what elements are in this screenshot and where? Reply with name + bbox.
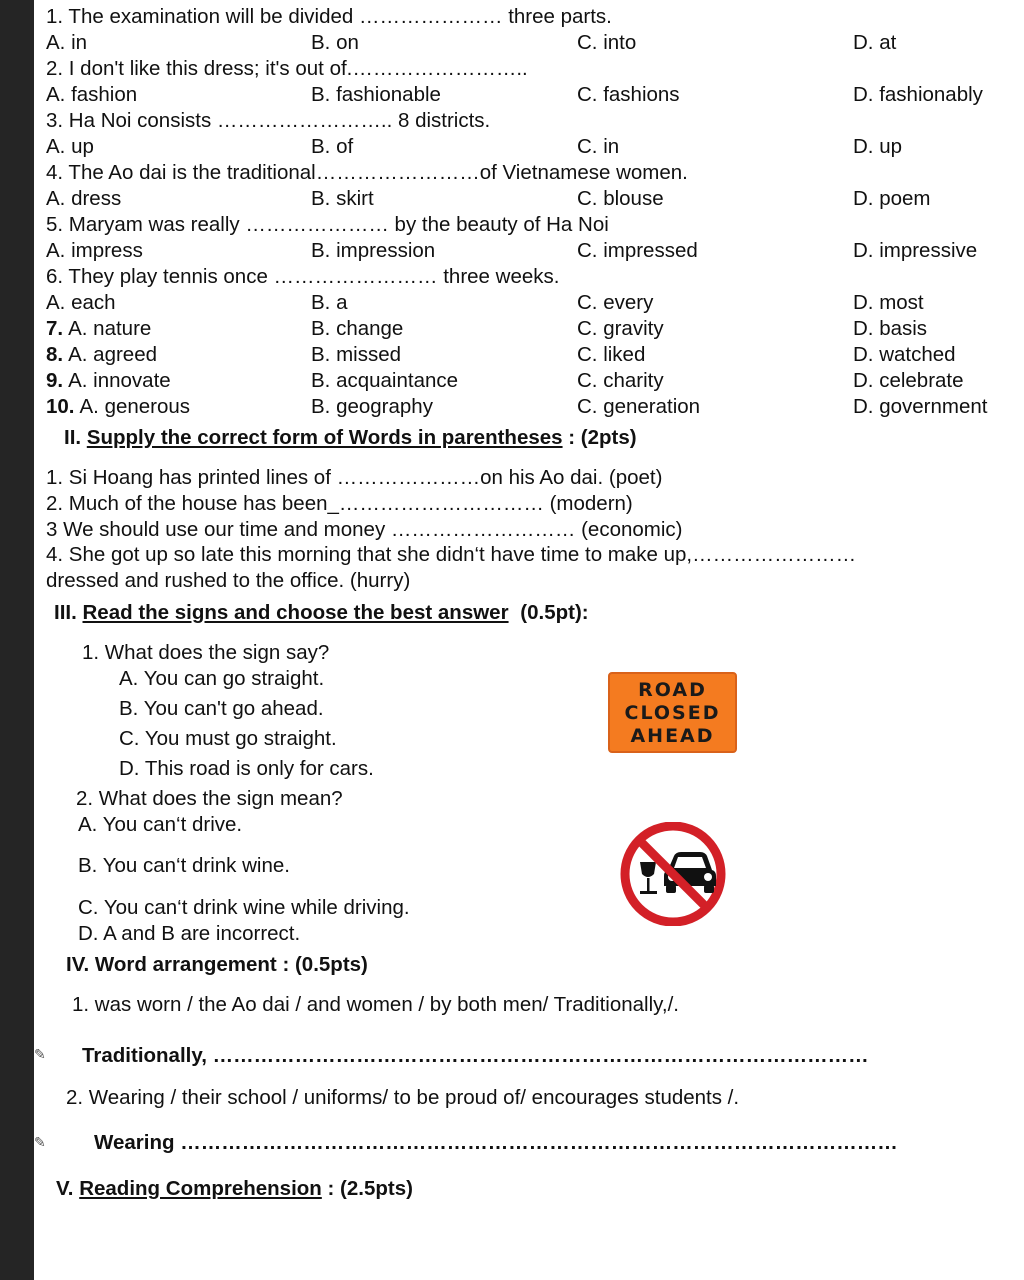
s3-q1-option-d: D. This road is only for cars.	[119, 757, 374, 780]
pronunciation-9-option-d: D. celebrate	[853, 369, 964, 392]
question-5-option-c: C. impressed	[577, 239, 698, 262]
s3-q1-option-b: B. You can't go ahead.	[119, 697, 324, 720]
question-1-option-c: C. into	[577, 31, 637, 54]
question-2-option-b: B. fashionable	[311, 83, 441, 106]
s2-item-4-cont: dressed and rushed to the office. (hurry)	[46, 569, 411, 592]
s3-question-2: 2. What does the sign mean?	[76, 787, 343, 810]
s4-question-1: 1. was worn / the Ao dai / and women / by both men/ Traditionally,/.	[72, 993, 679, 1016]
question-6-option-a: A. each	[46, 291, 116, 314]
pronunciation-10-option-b: B. geography	[311, 395, 433, 418]
s4-answer-line-2[interactable]: Wearing ……………………………………………………………………………………………	[94, 1131, 898, 1154]
road-closed-sign	[608, 672, 737, 753]
pronunciation-8-option-b: B. missed	[311, 343, 401, 366]
s4-answer-line-1[interactable]: Traditionally, ……………………………………………………………………………………	[82, 1044, 869, 1067]
question-2-option-c: C. fashions	[577, 83, 680, 106]
sign-line-ahead: AHEAD	[630, 725, 715, 747]
left-margin-bar	[0, 0, 34, 1280]
question-4-option-a: A. dress	[46, 187, 122, 210]
pronunciation-9-option-b: B. acquaintance	[311, 369, 459, 392]
question-3-option-c: C. in	[577, 135, 620, 158]
question-1-stem: 1. The examination will be divided ………………… three parts.	[46, 5, 612, 28]
question-4-option-b: B. skirt	[311, 187, 374, 210]
s3-q2-option-b: B. You can‘t drink wine.	[78, 854, 290, 877]
question-2-option-d: D. fashionably	[853, 83, 983, 106]
s2-item-3: 3 We should use our time and money ……………………… (economic)	[46, 518, 683, 541]
section-2-heading: II. Supply the correct form of Words in parentheses : (2pts)	[64, 426, 637, 449]
pronunciation-row	[46, 317, 151, 341]
question-4-option-d: D. poem	[853, 187, 931, 210]
question-5-option-a: A. impress	[46, 239, 143, 262]
pronunciation-10-option-c: C. generation	[577, 395, 701, 418]
s3-q2-option-d: D. A and B are incorrect.	[78, 922, 301, 945]
pronunciation-option-a: A. innovate	[68, 369, 171, 392]
sign-line-closed: CLOSED	[624, 702, 721, 724]
pronunciation-row	[46, 369, 171, 393]
pronunciation-7-option-b: B. change	[311, 317, 404, 340]
question-5-option-d: D. impressive	[853, 239, 978, 262]
s2-item-4: 4. She got up so late this morning that she didn‘t have time to make up,……………………	[46, 543, 857, 566]
sign-line-road: ROAD	[638, 679, 707, 701]
question-2-option-a: A. fashion	[46, 83, 138, 106]
question-number: 10.	[46, 395, 75, 418]
pronunciation-option-a: A. generous	[79, 395, 191, 418]
pronunciation-7-option-c: C. gravity	[577, 317, 664, 340]
pronunciation-8-option-c: C. liked	[577, 343, 646, 366]
s3-q1-option-c: C. You must go straight.	[119, 727, 337, 750]
pronunciation-9-option-c: C. charity	[577, 369, 664, 392]
pen-icon: ✎	[34, 1046, 46, 1062]
no-drink-driving-sign-icon	[618, 822, 728, 926]
question-6-stem: 6. They play tennis once …………………… three weeks.	[46, 265, 560, 288]
question-1-option-d: D. at	[853, 31, 897, 54]
question-6-option-c: C. every	[577, 291, 654, 314]
s4-question-2: 2. Wearing / their school / uniforms/ to be proud of/ encourages students /.	[66, 1086, 740, 1109]
section-5-heading: V. Reading Comprehension : (2.5pts)	[56, 1177, 413, 1200]
question-3-option-d: D. up	[853, 135, 902, 158]
pronunciation-7-option-d: D. basis	[853, 317, 928, 340]
s3-q1-option-a: A. You can go straight.	[119, 667, 325, 690]
question-3-option-b: B. of	[311, 135, 354, 158]
s3-question-1: 1. What does the sign say?	[82, 641, 330, 664]
section-4-heading: IV. Word arrangement : (0.5pts)	[66, 953, 368, 976]
question-1-option-b: B. on	[311, 31, 359, 54]
question-number: 9.	[46, 369, 64, 392]
question-4-stem: 4. The Ao dai is the traditional……………………of Vietnamese women.	[46, 161, 688, 184]
pronunciation-row	[46, 343, 157, 367]
pronunciation-option-a: A. nature	[68, 317, 152, 340]
pronunciation-row	[46, 395, 190, 419]
s3-q2-option-c: C. You can‘t drink wine while driving.	[78, 896, 410, 919]
question-1-option-a: A. in	[46, 31, 88, 54]
question-2-stem: 2. I don't like this dress; it's out of.……………………..	[46, 57, 528, 80]
question-5-option-b: B. impression	[311, 239, 436, 262]
section-3-heading: III. Read the signs and choose the best answer (0.5pt):	[54, 601, 589, 624]
question-3-option-a: A. up	[46, 135, 94, 158]
s2-item-1: 1. Si Hoang has printed lines of …………………on his Ao dai. (poet)	[46, 466, 663, 489]
question-6-option-d: D. most	[853, 291, 924, 314]
s3-q2-option-a: A. You can‘t drive.	[78, 813, 243, 836]
question-6-option-b: B. a	[311, 291, 348, 314]
question-5-stem: 5. Maryam was really ………………… by the beauty of Ha Noi	[46, 213, 609, 236]
pronunciation-10-option-d: D. government	[853, 395, 988, 418]
pen-icon: ✎	[34, 1134, 46, 1150]
question-number: 8.	[46, 343, 64, 366]
question-3-stem: 3. Ha Noi consists …………………….. 8 districts.	[46, 109, 491, 132]
pronunciation-option-a: A. agreed	[68, 343, 158, 366]
pronunciation-8-option-d: D. watched	[853, 343, 956, 366]
question-number: 7.	[46, 317, 64, 340]
s2-item-2: 2. Much of the house has been_………………………… (modern)	[46, 492, 633, 515]
question-4-option-c: C. blouse	[577, 187, 664, 210]
